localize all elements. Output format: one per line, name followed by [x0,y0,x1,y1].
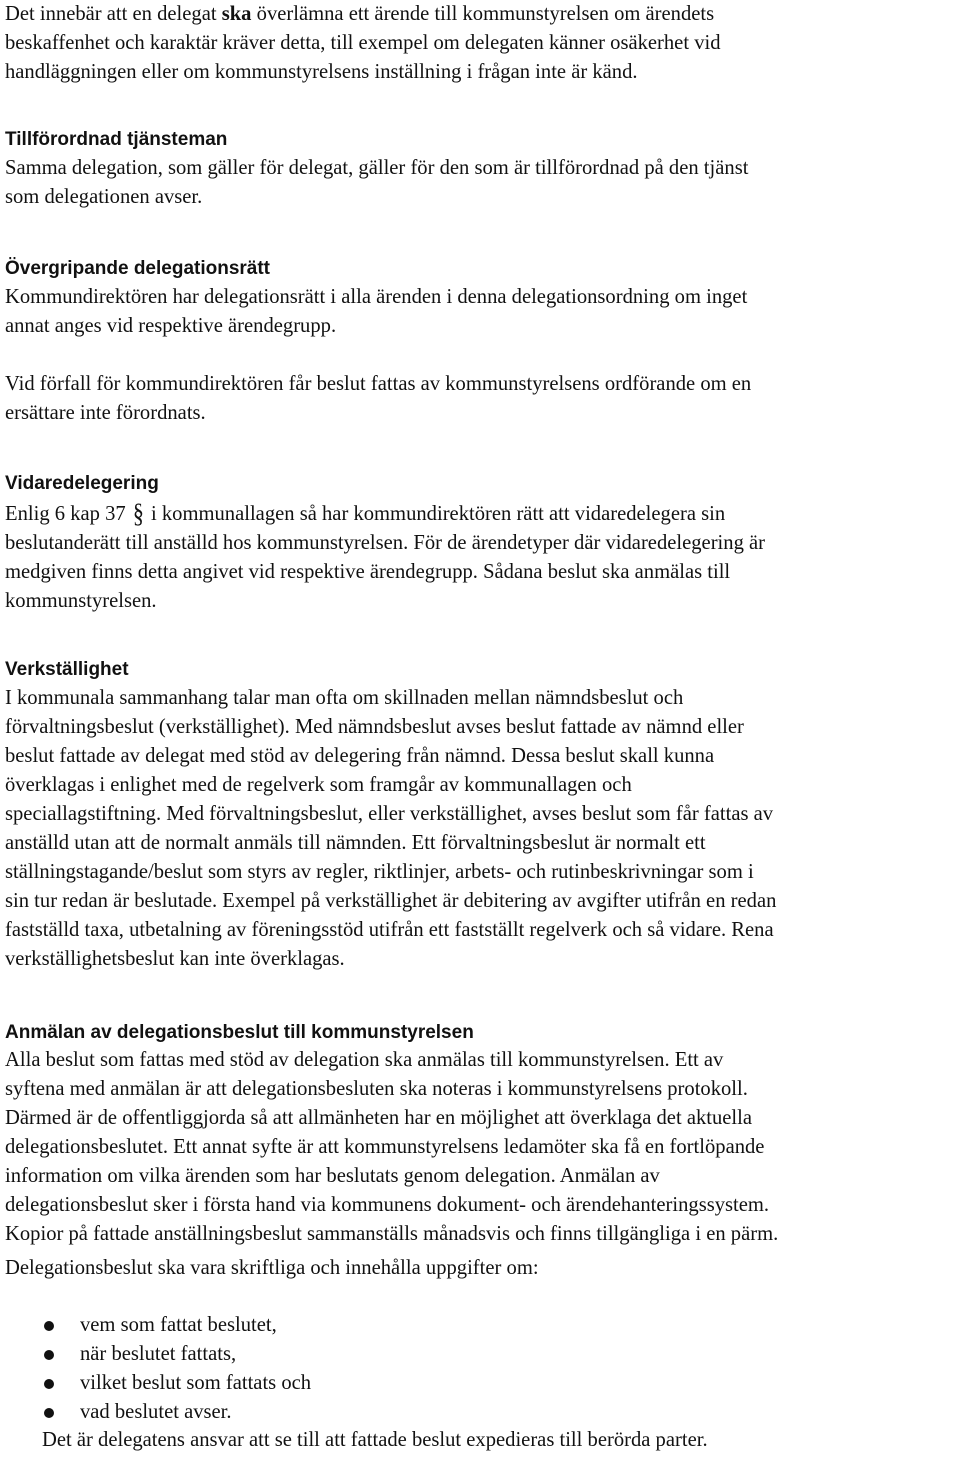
krav-list [5,1311,311,1427]
bullet-icon [44,1350,54,1360]
text-line: Därmed är de offentliggjorda så att allmänheten har en möjlighet att överklaga det aktuella [5,1107,752,1129]
list-item [5,1311,311,1340]
text-line [5,498,955,529]
text-line: handläggningen eller om kommunstyrelsens inställning i frågan inte är känd. [5,61,638,83]
heading-overgripande: Övergripande delegationsrätt [5,258,271,279]
text-line: beslut fattade av delegat med stöd av delegering från nämnd. Dessa beslut skall kunna [5,745,715,767]
text-line: Vid förfall för kommundirektören får beslut fattas av kommunstyrelsens ordförande om en [5,373,752,395]
text-line: sin tur redan är beslutade. Exempel på verkställighet är debitering av avgifter utifrån en redan [5,890,777,912]
text-line: I kommunala sammanhang talar man ofta om skillnaden mellan nämndsbeslut och [5,687,684,709]
text-line: Kommundirektören har delegationsrätt i alla ärenden i denna delegationsordning om inget [5,286,748,308]
heading-verkstallighet: Verkställighet [5,659,129,680]
text-line: fastställd taxa, utbetalning av föreningsstöd utifrån ett fastställt regelverk och så vidare. Rena [5,919,774,941]
text-line: beskaffenhet och karaktär kräver detta, till exempel om delegaten känner osäkerhet vid [5,32,721,54]
text-line: beslutanderätt till anställd hos kommunstyrelsen. För de ärendetyper där vidaredelegering är [5,532,766,554]
text-line: medgiven finns detta angivet vid respektive ärendegrupp. Sådana beslut ska anmälas till [5,561,731,583]
text-line: verkställighetsbeslut kan inte överklagas. [5,948,345,970]
text-line: överklagas i enlighet med de regelverk som framgår av kommunallagen och [5,774,632,796]
text-span: Det innebär att en delegat [5,3,217,25]
verkstallighet-paragraph [5,684,955,974]
vidaredelegering-paragraph [5,498,955,616]
bullet-icon [44,1321,54,1331]
overgripande-paragraph [5,283,955,341]
text-line: delegationsbeslut sker i första hand via kommunens dokument- och ärendehanteringssystem. [5,1194,770,1216]
list-item [5,1369,311,1398]
text-line: syftena med anmälan är att delegationsbesluten ska noteras i kommunstyrelsens protokoll. [5,1078,748,1100]
heading-anmalan: Anmälan av delegationsbeslut till kommunstyrelsen [5,1022,474,1043]
text-line [5,0,955,29]
text-line: kommunstyrelsen. [5,590,157,612]
text-line: Samma delegation, som gäller för delegat, gäller för den som är tillförordnad på den tjänst [5,157,749,179]
text-span: överlämna ett ärende till kommunstyrelsen om ärendets [256,3,715,25]
text-line: Kopior på fattade anställningsbeslut sammanställs månadsvis och finns tillgängliga i en pärm. [5,1223,779,1245]
heading-tillforordnad: Tillförordnad tjänsteman [5,129,228,150]
list-item [5,1398,311,1427]
forfall-paragraph [5,370,955,428]
text-line: Alla beslut som fattas med stöd av delegation ska anmälas till kommunstyrelsen. Ett av [5,1049,724,1071]
list-item-text: vilket beslut som fattats och [80,1372,312,1394]
text-line: som delegationen avser. [5,186,203,208]
text-line: Det är delegatens ansvar att se till att fattade beslut expedieras till berörda parter. [42,1429,708,1451]
text-line: ställningstagande/beslut som styrs av regler, riktlinjer, arbets- och rutinbeskrivningar som i [5,861,754,883]
krav-intro [5,1254,955,1283]
list-item-text: vad beslutet avser. [80,1401,232,1423]
tillforordnad-paragraph [5,154,955,212]
section-sign: § [132,496,144,529]
text-line: speciallagstiftning. Med förvaltningsbeslut, eller verkställighet, avses beslut som får fattas av [5,803,774,825]
emphasis-word: ska [221,3,252,25]
list-item [5,1340,311,1369]
bullet-icon [44,1379,54,1389]
list-item-text: vem som fattat beslutet, [80,1314,277,1336]
anmalan-paragraph [5,1046,955,1249]
list-item-text: när beslutet fattats, [80,1343,237,1365]
text-span: i kommunallagen så har kommundirektören rätt att vidaredelegera sin [151,503,726,525]
bullet-icon [44,1408,54,1418]
text-line: ersättare inte förordnats. [5,402,206,424]
text-span: Enlig 6 kap 37 [5,503,126,525]
text-line: delegationsbeslutet. Ett annat syfte är att kommunstyrelsens ledamöter ska få en fortlöpande [5,1136,765,1158]
closing-paragraph [42,1426,942,1455]
heading-vidaredelegering: Vidaredelegering [5,473,159,494]
text-line: annat anges vid respektive ärendegrupp. [5,315,337,337]
text-line: förvaltningsbeslut (verkställighet). Med nämndsbeslut avses beslut fattade av nämnd eller [5,716,744,738]
text-line: Delegationsbeslut ska vara skriftliga och innehålla uppgifter om: [5,1257,539,1279]
intro-paragraph [5,0,955,87]
text-line: anställd utan att de normalt anmäls till nämnden. Ett förvaltningsbeslut är normalt ett [5,832,706,854]
text-line: information om vilka ärenden som har beslutats genom delegation. Anmälan av [5,1165,660,1187]
